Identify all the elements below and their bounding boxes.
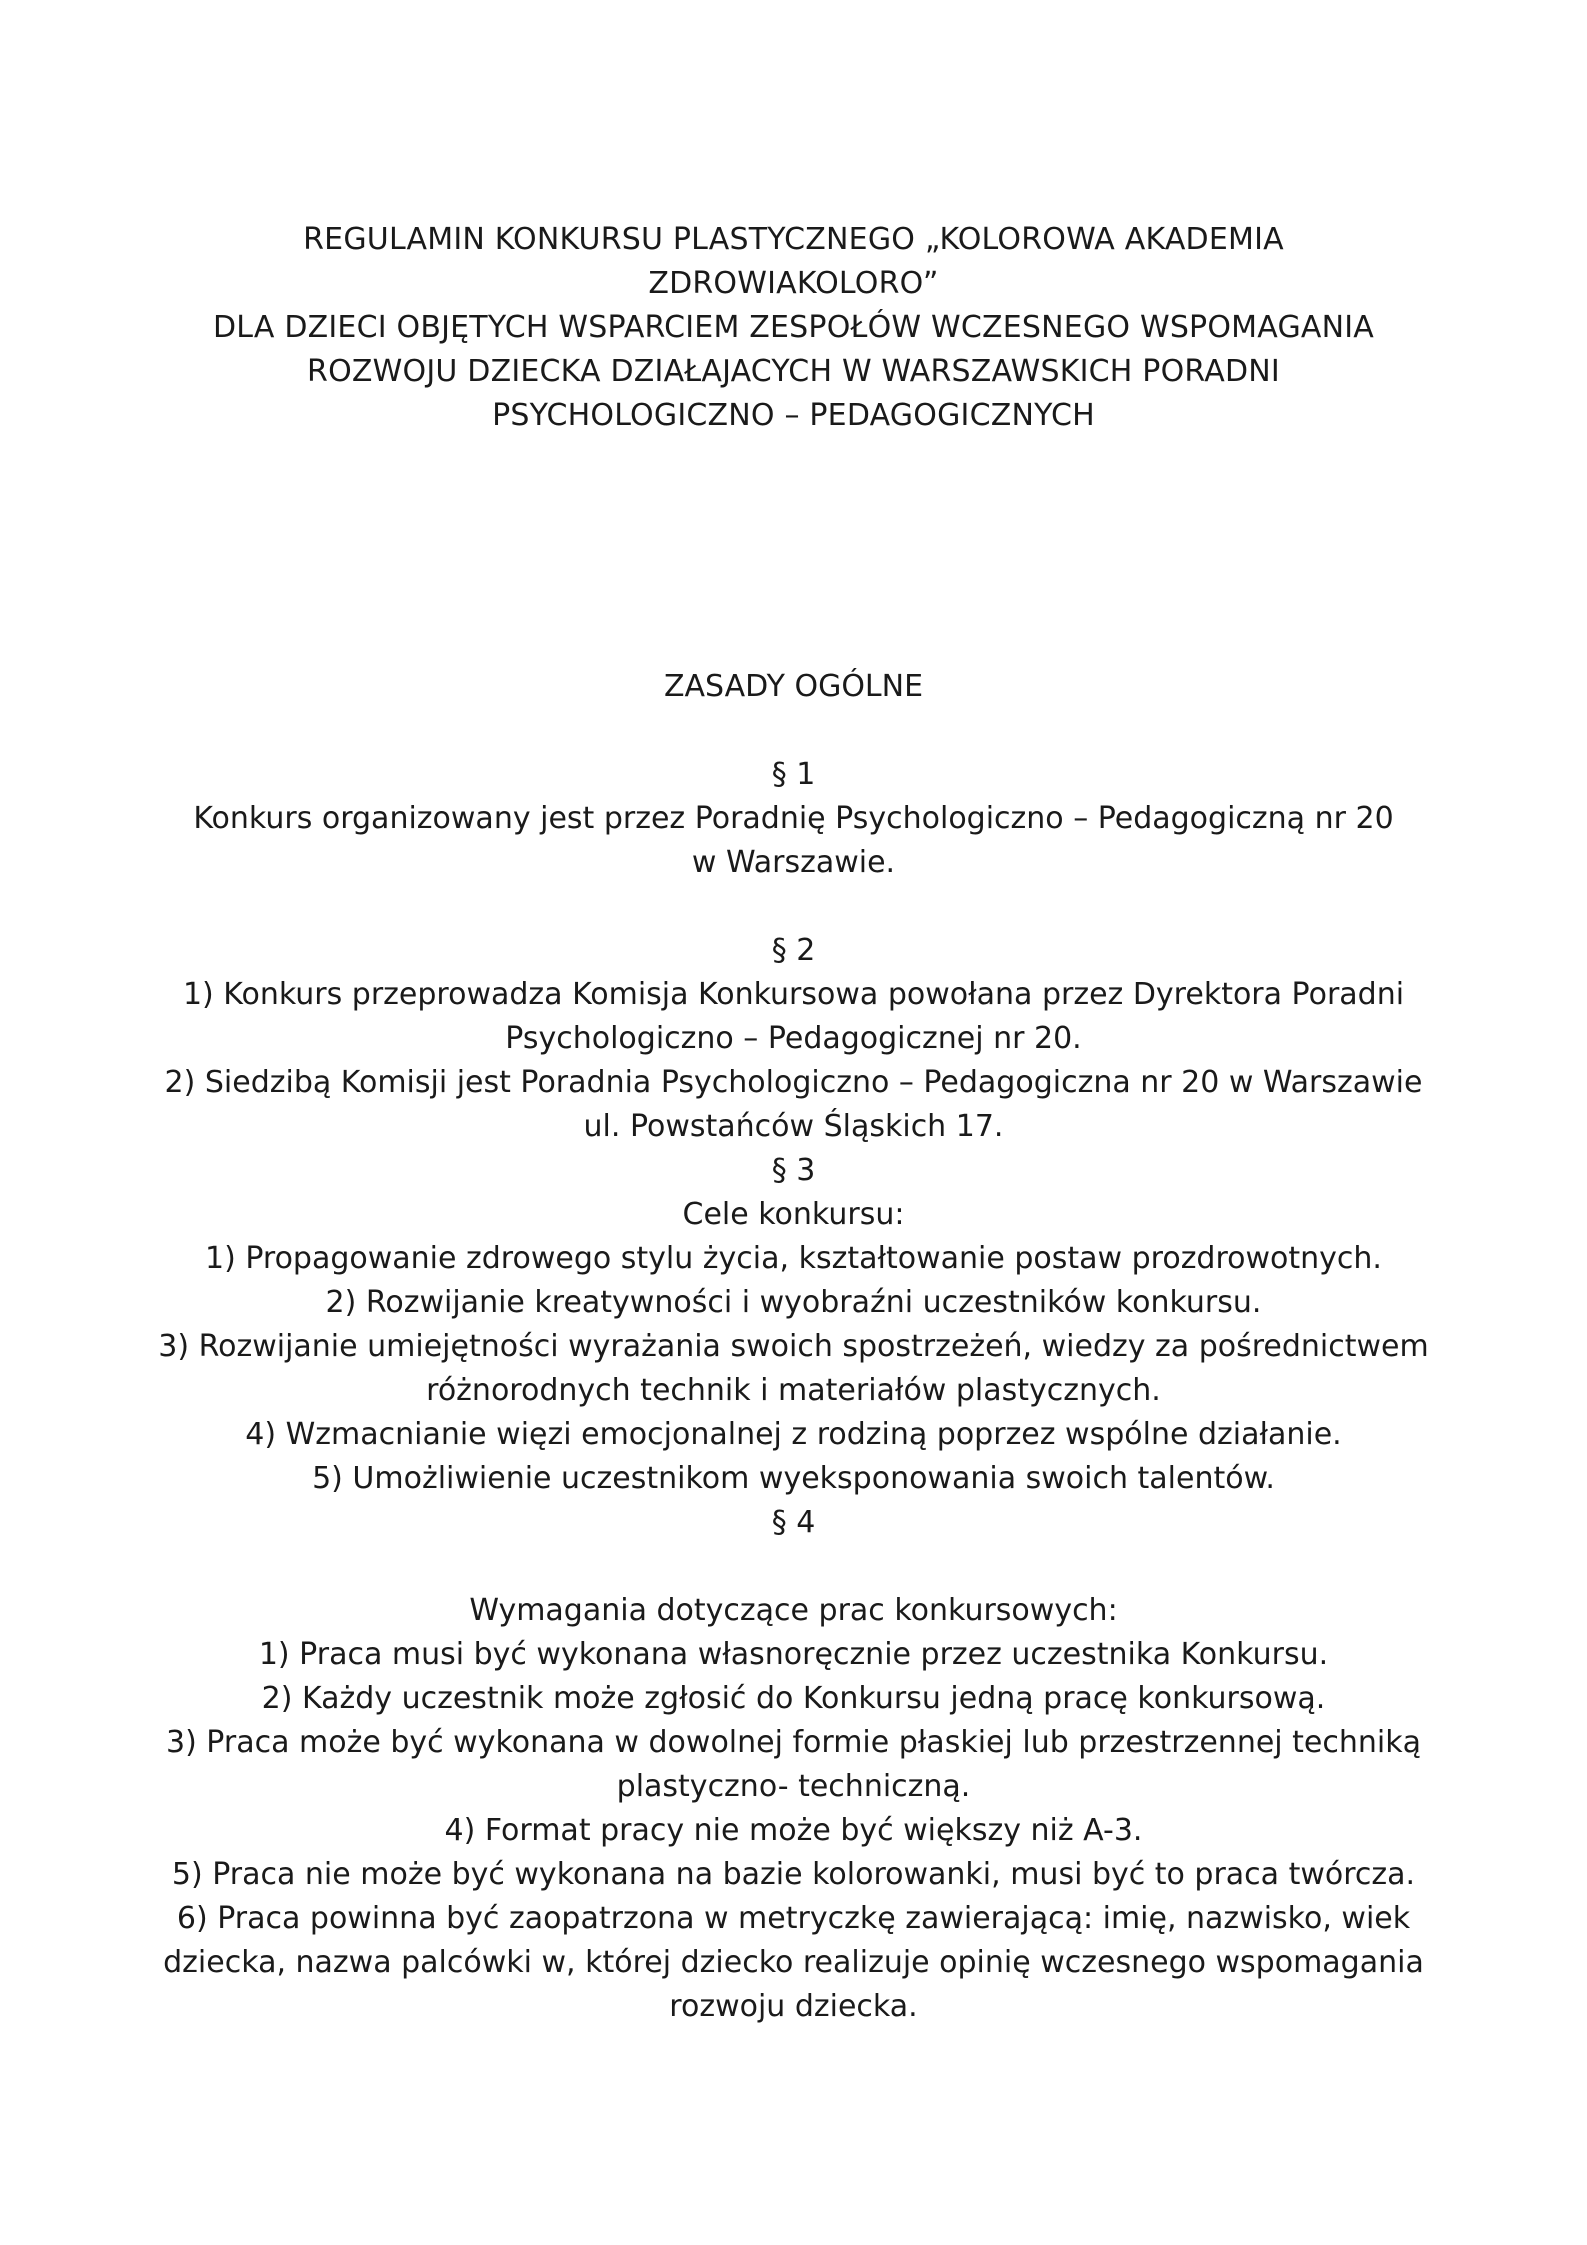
list-item: 6) Praca powinna być zaopatrzona w metryczkę zawierającą: imię, nazwisko, wiek [176,1901,1411,1936]
title-line: REGULAMIN KONKURSU PLASTYCZNEGO „KOLOROWA AKADEMIA [303,222,1284,257]
section-line: 2) Siedzibą Komisji jest Poradnia Psychologiczno – Pedagogiczna nr 20 w Warszawie [164,1065,1423,1100]
title-line: DLA DZIECI OBJĘTYCH WSPARCIEM ZESPOŁÓW WCZESNEGO WSPOMAGANIA [212,310,1375,345]
section-2 [140,929,1447,1149]
list-item: 4) Wzmacnianie więzi emocjonalnej z rodziną poprzez wspólne działanie. [245,1417,1342,1452]
list-item: 1) Praca musi być wykonana własnoręcznie przez uczestnika Konkursu. [258,1637,1329,1672]
section-mark: § 4 [771,1505,816,1540]
list-item: 5) Praca nie może być wykonana na bazie kolorowanki, musi być to praca twórcza. [171,1857,1416,1892]
section-line: Psychologiczno – Pedagogicznej nr 20. [505,1021,1082,1056]
general-heading-text: ZASADY OGÓLNE [663,669,924,704]
title-line: ZDROWIAKOLORO” [648,266,939,301]
list-item: dziecka, nazwa palcówki w, której dziecko realizuje opinię wczesnego wspomagania [163,1945,1424,1980]
list-item: różnorodnych technik i materiałów plastycznych. [426,1373,1161,1408]
list-item: plastyczno- techniczną. [616,1769,971,1804]
section-line: 1) Konkurs przeprowadza Komisja Konkursowa powołana przez Dyrektora Poradni [182,977,1405,1012]
section-line: ul. Powstańców Śląskich 17. [583,1109,1004,1144]
list-item: rozwoju dziecka. [669,1989,918,2024]
section-mark: § 3 [771,1153,816,1188]
section-3 [140,1149,1447,1545]
section-line: Konkurs organizowany jest przez Poradnię Psychologiczno – Pedagogiczną nr 20 [193,801,1394,836]
section-heading: Cele konkursu: [682,1197,905,1232]
section-line: w Warszawie. [691,845,896,880]
section-1 [140,753,1447,885]
section-mark: § 1 [771,757,816,792]
title-line: PSYCHOLOGICZNO – PEDAGOGICZNYCH [492,398,1095,433]
list-item: 4) Format pracy nie może być większy niż A-3. [444,1813,1143,1848]
section-4 [140,1589,1447,2029]
list-item: 3) Rozwijanie umiejętności wyrażania swoich spostrzeżeń, wiedzy za pośrednictwem [158,1329,1429,1364]
section-mark: § 2 [771,933,816,968]
list-item: 5) Umożliwienie uczestnikom wyeksponowania swoich talentów. [312,1461,1275,1496]
title-line: ROZWOJU DZIECKA DZIAŁAJACYCH W WARSZAWSKICH PORADNI [307,354,1280,389]
list-item: 2) Rozwijanie kreatywności i wyobraźni uczestników konkursu. [325,1285,1262,1320]
list-item: 3) Praca może być wykonana w dowolnej formie płaskiej lub przestrzennej techniką [165,1725,1421,1760]
list-item: 1) Propagowanie zdrowego stylu życia, kształtowanie postaw prozdrowotnych. [205,1241,1382,1276]
general-rules-heading [140,665,1447,709]
list-item: 2) Każdy uczestnik może zgłosić do Konkursu jedną pracę konkursową. [261,1681,1326,1716]
document-title [140,218,1447,438]
section-heading: Wymagania dotyczące prac konkursowych: [469,1593,1118,1628]
